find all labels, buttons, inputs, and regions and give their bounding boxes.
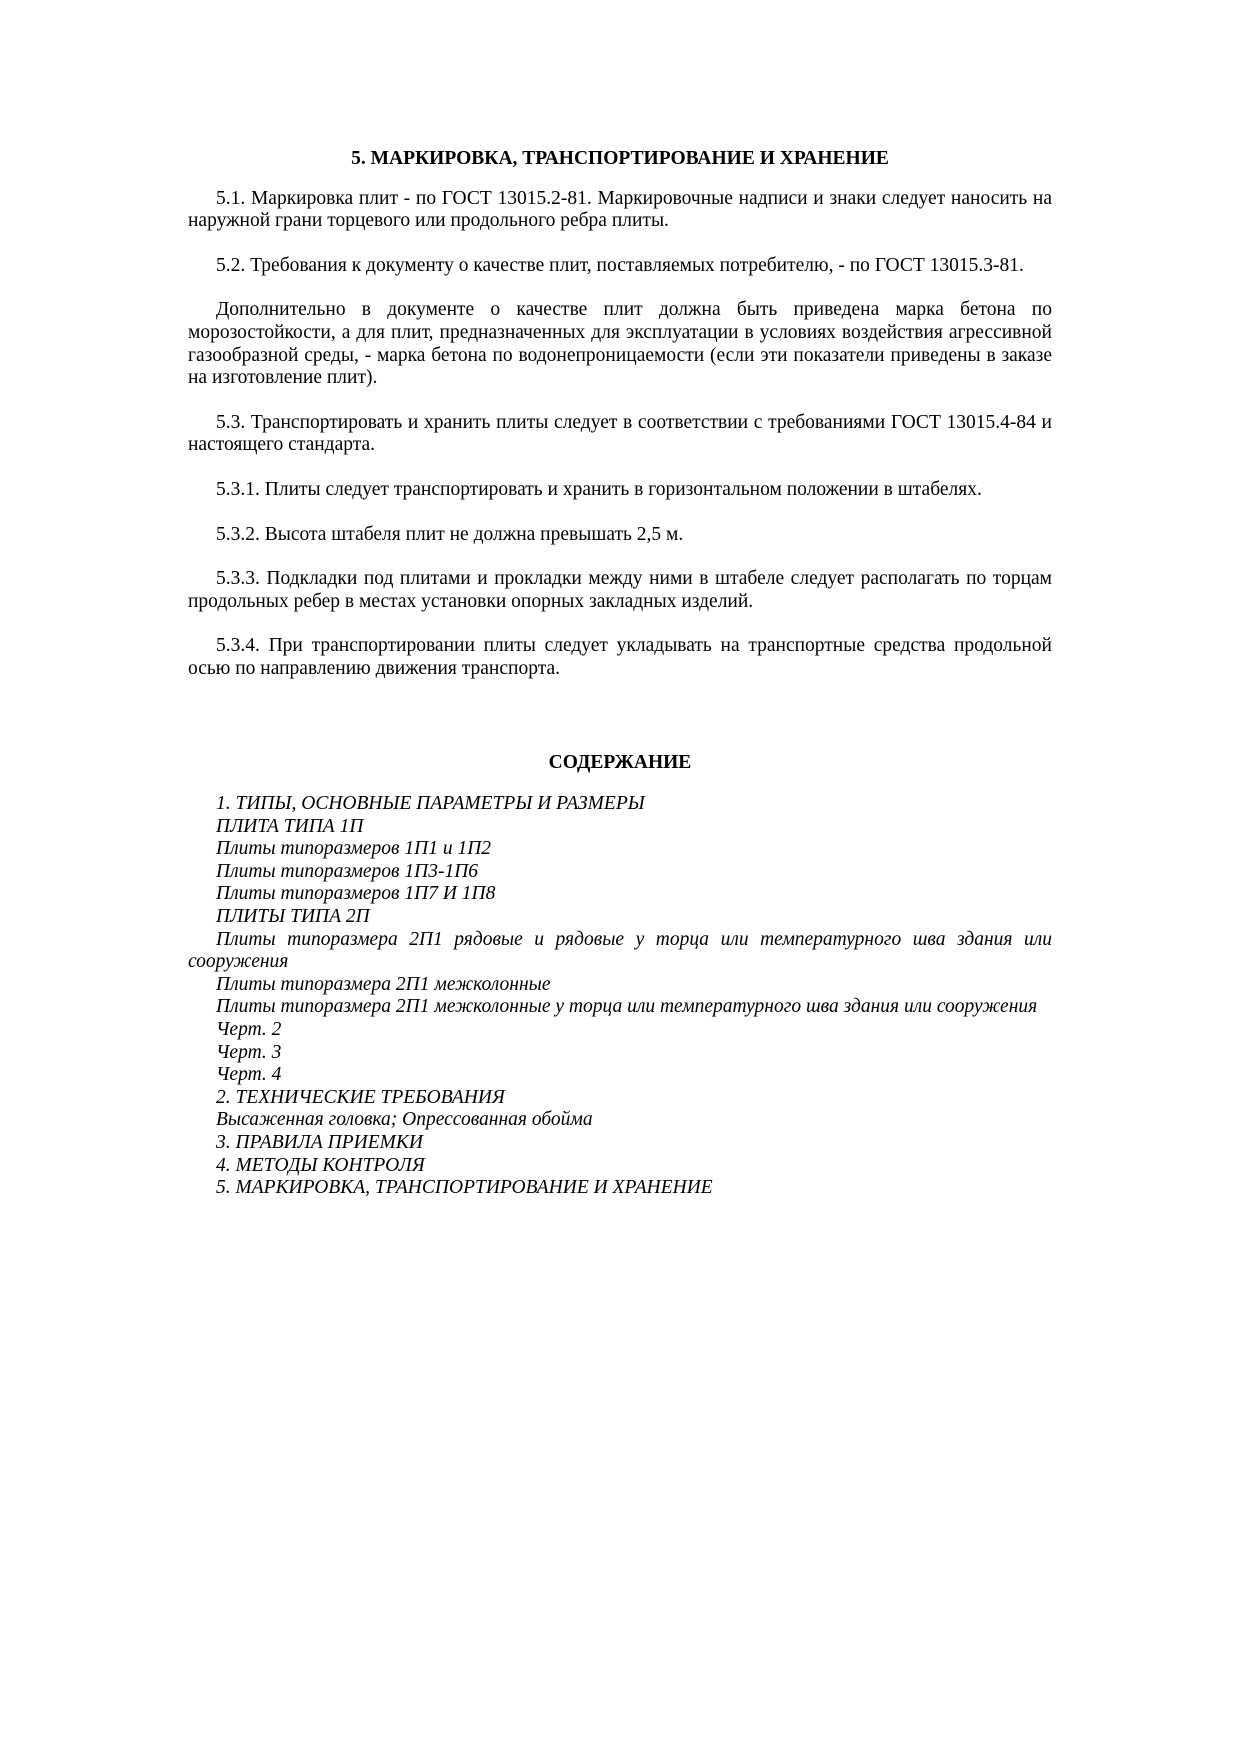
- paragraph-5-3: 5.3. Транспортировать и хранить плиты следует в соответствии с требованиями ГОСТ 13015.4-84 и настоящего стандарта.: [188, 411, 1052, 456]
- toc-item[interactable]: Плиты типоразмеров 1П1 и 1П2: [216, 838, 492, 860]
- section-5-title: 5. МАРКИРОВКА, ТРАНСПОРТИРОВАНИЕ И ХРАНЕНИЕ: [351, 148, 889, 169]
- paragraph-5-3-4: 5.3.4. При транспортировании плиты следует укладывать на транспортные средства продольной осью по направлению движения транспорта.: [188, 635, 1052, 679]
- toc-item[interactable]: 2. ТЕХНИЧЕСКИЕ ТРЕБОВАНИЯ: [216, 1086, 505, 1108]
- toc-item[interactable]: Плиты типоразмера 2П1 рядовые и рядовые у торца или температурного шва здания или сооружения: [188, 928, 1052, 973]
- toc-title: СОДЕРЖАНИЕ: [548, 751, 692, 773]
- toc-item[interactable]: Плиты типоразмера 2П1 межколонные у торца или температурного шва здания или сооружения: [216, 996, 1038, 1018]
- paragraph-5-3-3: 5.3.3. Подкладки под плитами и прокладки между ними в штабеле следует располагать по торцам продольных ребер в местах установки опорных закладных изделий.: [188, 568, 1052, 612]
- toc-item[interactable]: Плиты типоразмеров 1П7 И 1П8: [216, 883, 496, 905]
- paragraph-5-1: 5.1. Маркировка плит - по ГОСТ 13015.2-81. Маркировочные надписи и знаки следует наносить на наружной грани торцевого или продольного ребра плиты.: [188, 187, 1052, 232]
- toc-item[interactable]: Плиты типоразмера 2П1 межколонные: [216, 973, 551, 995]
- toc-item[interactable]: ПЛИТЫ ТИПА 2П: [216, 906, 370, 928]
- paragraph-additional: Дополнительно в документе о качестве плит должна быть приведена марка бетона по морозостойкости, а для плит, предназначенных для эксплуатации в условиях воздействия агрессивной газообразной среды, - марка бетона по водонепроницаемости (если эти показатели приведены в заказе на изготовление плит).: [188, 299, 1052, 389]
- toc-item[interactable]: Черт. 4: [216, 1064, 282, 1086]
- paragraph-5-3-1: 5.3.1. Плиты следует транспортировать и хранить в горизонтальном положении в штабелях.: [216, 478, 982, 500]
- toc-item[interactable]: 3. ПРАВИЛА ПРИЕМКИ: [216, 1132, 423, 1153]
- toc-item[interactable]: 5. МАРКИРОВКА, ТРАНСПОРТИРОВАНИЕ И ХРАНЕНИЕ: [216, 1177, 713, 1199]
- toc-item[interactable]: Плиты типоразмеров 1П3-1П6: [216, 860, 479, 882]
- toc-item[interactable]: Черт. 2: [216, 1019, 282, 1041]
- toc-item[interactable]: ПЛИТА ТИПА 1П: [216, 815, 364, 837]
- toc-item[interactable]: 1. ТИПЫ, ОСНОВНЫЕ ПАРАМЕТРЫ И РАЗМЕРЫ: [216, 793, 645, 815]
- page-content: [188, 148, 1052, 1200]
- paragraph-5-3-2: 5.3.2. Высота штабеля плит не должна превышать 2,5 м.: [216, 523, 684, 545]
- toc-list: [188, 793, 1052, 1200]
- toc-item[interactable]: Черт. 3: [216, 1041, 282, 1063]
- paragraph-5-2: 5.2. Требования к документу о качестве плит, поставляемых потребителю, - по ГОСТ 13015.3-81.: [216, 254, 1024, 276]
- toc-item[interactable]: 4. МЕТОДЫ КОНТРОЛЯ: [216, 1154, 425, 1176]
- toc-item[interactable]: Высаженная головка; Опрессованная обойма: [216, 1109, 593, 1131]
